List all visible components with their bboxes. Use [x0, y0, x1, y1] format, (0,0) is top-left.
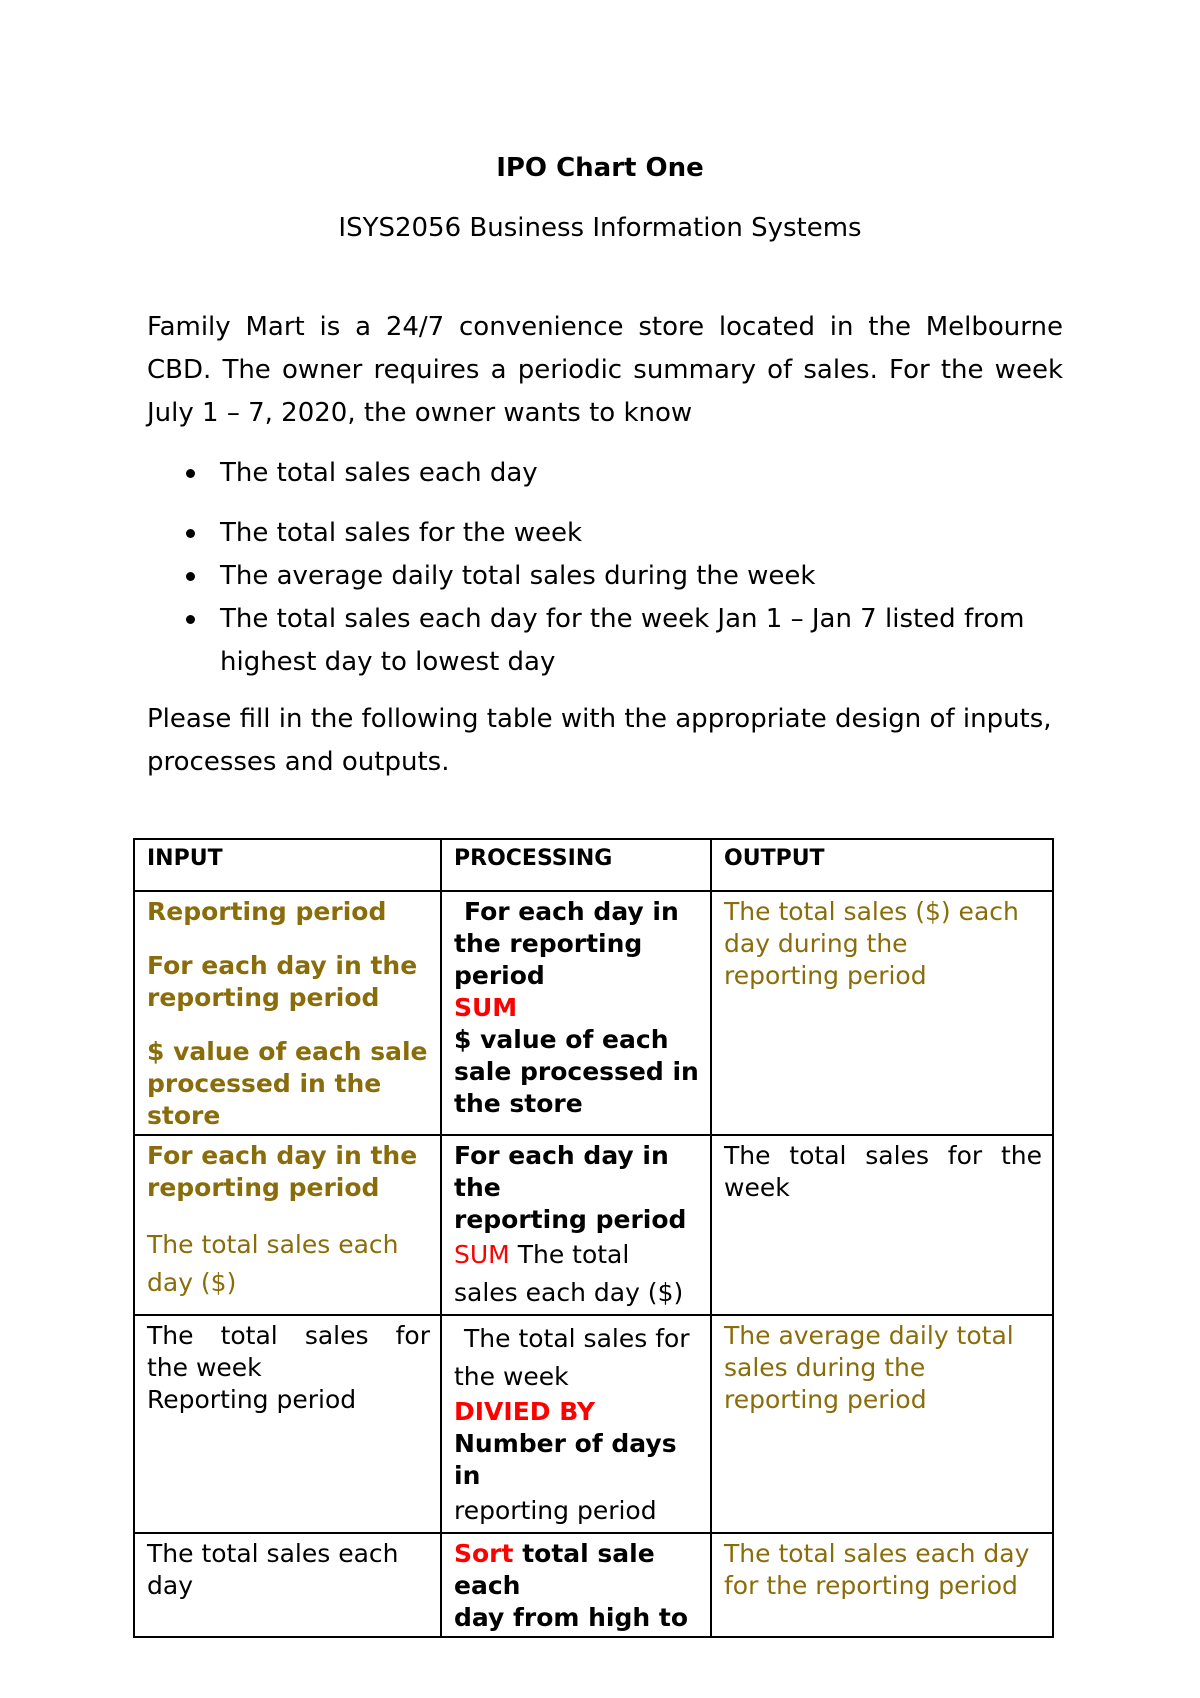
cell-line: The total sales each	[147, 1230, 399, 1259]
cell-line: For each day in the	[454, 1141, 669, 1202]
table-row	[134, 1533, 1053, 1637]
page-subtitle: ISYS2056 Business Information Systems	[338, 213, 862, 243]
cell-line: reporting period	[724, 1385, 927, 1414]
keyword-sort: Sort	[454, 1539, 514, 1568]
cell-line: sales during the	[724, 1353, 926, 1382]
cell-line: $ value of each	[454, 1025, 669, 1054]
cell-line: week	[724, 1173, 790, 1202]
output-cell	[711, 891, 1053, 1135]
requirements-list	[147, 452, 1063, 684]
instruction-paragraph: Please fill in the following table with the appropriate design of inputs, processes and outputs.	[147, 704, 1052, 777]
cell-line: day	[147, 1571, 193, 1600]
input-cell	[134, 1533, 441, 1637]
cell-line: The total sales ($) each	[724, 897, 1019, 926]
input-cell	[134, 891, 441, 1135]
cell-line: The average daily total	[724, 1321, 1014, 1350]
list-item: The total sales for the week	[147, 512, 1063, 555]
table-header-row	[134, 839, 1053, 891]
ipo-table	[133, 838, 1054, 1638]
output-cell	[711, 1315, 1053, 1533]
table-row	[134, 891, 1053, 1135]
output-cell	[711, 1135, 1053, 1315]
table-row	[134, 1135, 1053, 1315]
cell-line: reporting period	[724, 961, 927, 990]
cell-line: For each day in	[464, 897, 679, 926]
cell-line: sales each day ($)	[454, 1278, 684, 1307]
header-processing: PROCESSING	[441, 839, 711, 891]
cell-line: the store	[454, 1089, 583, 1118]
page-title: IPO Chart One	[496, 153, 704, 183]
keyword-sum: SUM	[454, 1240, 510, 1269]
header-output: OUTPUT	[711, 839, 1053, 891]
output-cell	[711, 1533, 1053, 1637]
input-cell	[134, 1135, 441, 1315]
cell-line: sale processed in	[454, 1057, 699, 1086]
cell-line: Reporting period	[147, 1385, 357, 1414]
cell-line: The total sales each day	[724, 1539, 1030, 1568]
cell-line: reporting period	[454, 1205, 687, 1234]
processing-cell	[441, 891, 711, 1135]
cell-line: For each day in the	[147, 1141, 418, 1170]
processing-cell	[441, 1135, 711, 1315]
cell-line: reporting period	[147, 1173, 380, 1202]
cell-line: the reporting period	[454, 929, 643, 990]
cell-line: day during the	[724, 929, 908, 958]
list-item: The average daily total sales during the week	[147, 555, 1063, 598]
cell-line: The total sales for the	[724, 1141, 1042, 1170]
cell-line: day ($)	[147, 1268, 237, 1297]
intro-paragraph: Family Mart is a 24/7 convenience store located in the Melbourne CBD. The owner requires a periodic summary of sales. For the week July 1 – 7, 2020, the owner wants to know	[147, 312, 1063, 428]
cell-text: total sale each	[454, 1539, 655, 1600]
list-item: The total sales each day for the week Jan 1 – Jan 7 listed from highest day to lowest day	[147, 598, 1063, 684]
cell-line: DIVIED BY	[454, 1397, 596, 1426]
cell-line: for the reporting period	[724, 1571, 1018, 1600]
input-cell	[134, 1315, 441, 1533]
header-input: INPUT	[134, 839, 441, 891]
list-item: The total sales each day	[147, 452, 1063, 495]
cell-line: reporting period	[454, 1496, 657, 1525]
cell-line: SUM	[454, 993, 518, 1022]
cell-line: day from high to	[454, 1603, 689, 1632]
cell-line: Reporting period	[147, 897, 387, 926]
cell-line: the week	[147, 1353, 262, 1382]
cell-line: $ value of each sale	[147, 1037, 428, 1066]
processing-cell	[441, 1533, 711, 1637]
cell-line: the week	[454, 1362, 569, 1391]
table-row	[134, 1315, 1053, 1533]
processing-cell	[441, 1315, 711, 1533]
cell-line: The total sales for	[147, 1321, 430, 1350]
cell-line: The total sales for	[464, 1324, 690, 1353]
cell-line: The total sales each	[147, 1539, 399, 1568]
cell-line: reporting period	[147, 983, 380, 1012]
cell-line: processed in the store	[147, 1069, 382, 1130]
cell-line: Number of days in	[454, 1429, 677, 1490]
cell-text: The total	[517, 1240, 630, 1269]
cell-line: For each day in the	[147, 951, 418, 980]
